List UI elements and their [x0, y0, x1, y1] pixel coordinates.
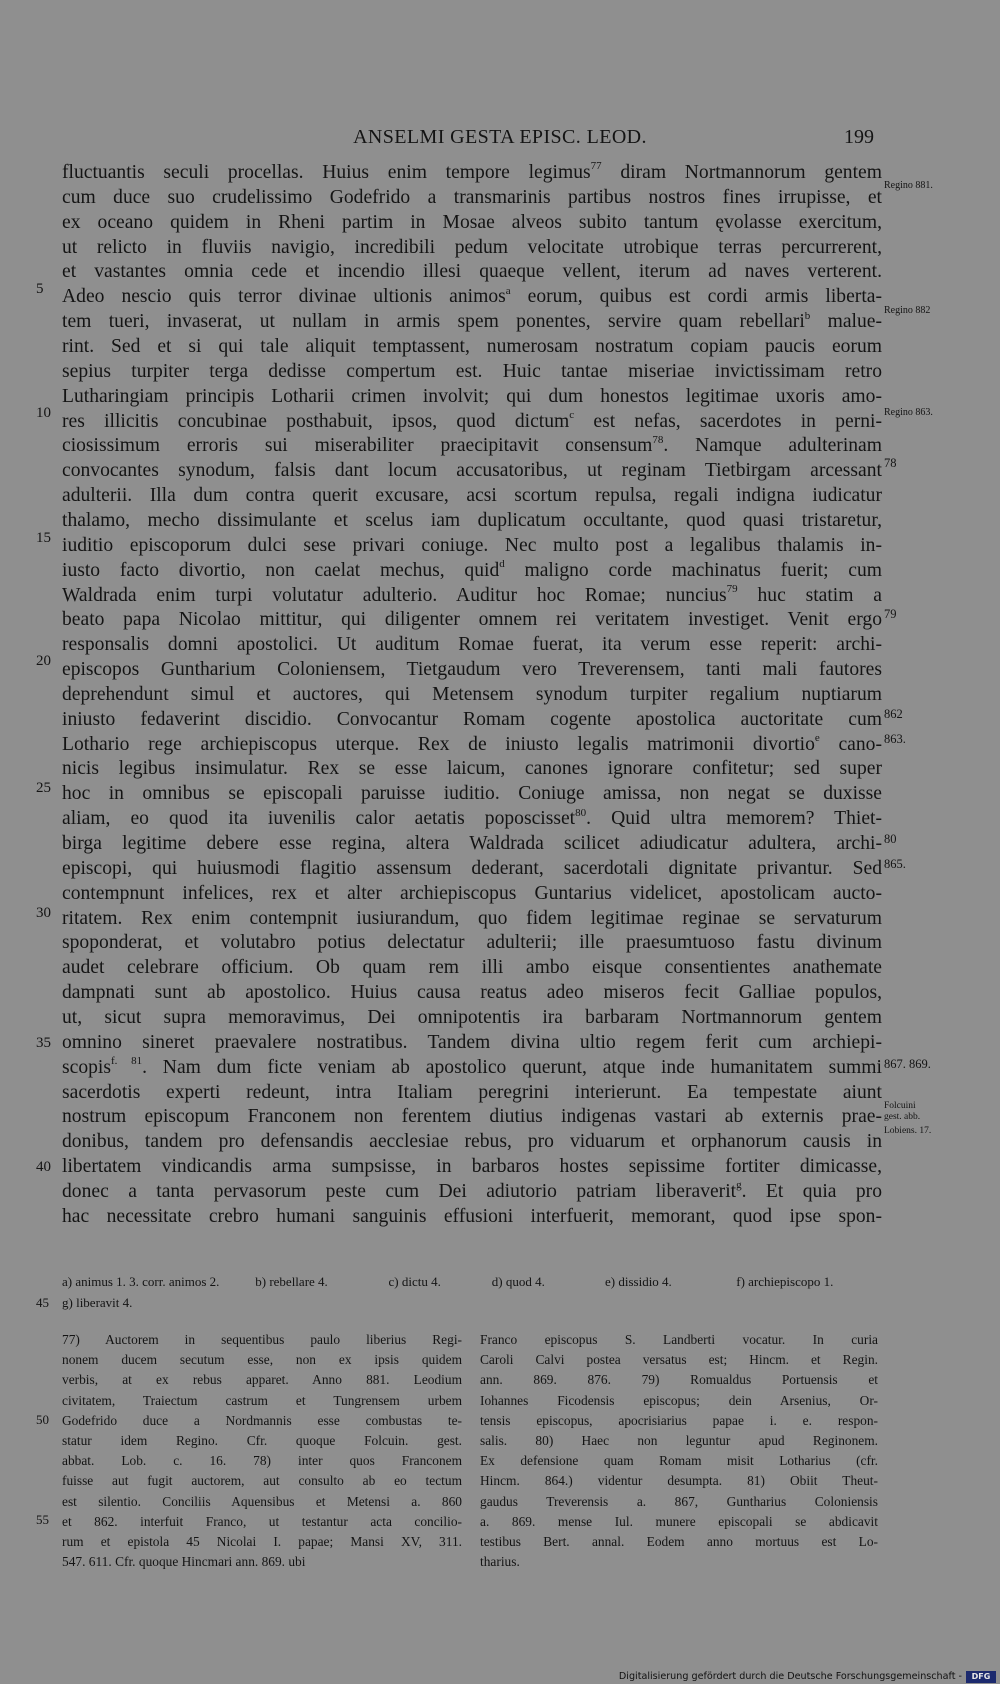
- text-line: sacerdotis experti redeunt, intra Italiam peregrini interierunt. Ea tempestate aiunt: [62, 1081, 882, 1103]
- text-line: thalamo, mecho dissimulante et scelus iam duplicatum occultante, quod quasi tristaretur,: [62, 509, 882, 531]
- text-line: iniusto fedaverint discidio. Convocantur Romam cogente apostolica auctoritate cum: [62, 708, 882, 730]
- text-line: ut relicto in fluviis navigio, incredibili pedum velocitate utrobique terras percurrerent,: [62, 236, 882, 258]
- apparatus-entry: e) dissidio 4.: [605, 1274, 672, 1289]
- footnote-line: testibus Bert. annal. Eodem anno mortuus est Lo-: [480, 1534, 878, 1549]
- footnote-line: civitatem, Traiectum castrum et Tungrensem urbem: [62, 1392, 462, 1408]
- footnote-line: Caroli Calvi postea versatus est; Hincm. et Regin.: [480, 1352, 878, 1368]
- text-line: nicis legibus insimulatur. Rex se esse laicum, canones ignorare confitetur; sed super: [62, 758, 882, 780]
- text-line: donibus, tandem pro defensandis aecclesiae rebus, pro viduarum et orphanorum causis in: [62, 1131, 882, 1153]
- running-header: [0, 126, 1000, 154]
- footnote-line: gaudus Treverensis a. 867, Guntharius Coloniensis: [480, 1493, 878, 1509]
- apparatus-entry: f) archiepiscopo 1.: [736, 1274, 834, 1289]
- footnote-line: statur idem Regino. Cfr. quoque Folcuin. gest.: [62, 1433, 462, 1448]
- footnote-line: Iohannes Ficodensis episcopus; dein Arsenius, Or-: [480, 1392, 878, 1408]
- line-number: 10: [36, 405, 51, 421]
- line-number: 55: [36, 1512, 49, 1527]
- footnote-line: est silentio. Conciliis Aquensibus et Metensi a. 860: [62, 1493, 462, 1509]
- apparatus-entry: a) animus 1. 3. corr. animos 2.: [62, 1274, 220, 1289]
- margin-note: Regino 881.: [884, 180, 933, 191]
- margin-note: Regino 882: [884, 305, 931, 316]
- footnote-line: Godefrido duce a Nordmannis esse combustas te-: [62, 1412, 462, 1428]
- running-title: ANSELMI GESTA EPISC. LEOD.: [353, 126, 647, 148]
- line-number: 20: [36, 653, 51, 669]
- text-line: Lothario rege archiepiscopus uterque. Rex de iniusto legalis matrimonii divortio$^e$ cano-: [62, 732, 882, 755]
- footnote-line: salis. 80) Haec non leguntur apud Reginonem.: [480, 1433, 878, 1448]
- text-line: birga legitime debere esse regina, altera Waldrada scilicet adiudicatur adultera, archi-: [62, 833, 882, 854]
- text-line: ex oceano quidem in Rheni partim in Mosae alveos subito tantum ęvolasse exercitum,: [62, 211, 882, 233]
- apparatus-entry: b) rebellare 4.: [255, 1274, 328, 1289]
- margin-note: 865.: [884, 857, 906, 871]
- text-line: adulterii. Illa dum contra querit excusare, acsi scortum repulsa, regali indigna iudicatur: [62, 485, 882, 507]
- text-line: iuditio episcoporum dulci sese privari coniuge. Nec multo post a legalibus thalamis in-: [62, 534, 882, 556]
- apparatus-entry: d) quod 4.: [491, 1274, 545, 1289]
- text-line: Waldrada enim turpi volutatur adulterio. Auditur hoc Romae; nuncius$^{79}$ huc statim a: [62, 582, 882, 606]
- line-number: 5: [36, 281, 44, 297]
- text-line: omnino sineret praevalere nostratibus. Tandem divina ultio regem ferit cum archiepi-: [62, 1031, 882, 1053]
- footnote-line: Ex defensione quam Romam misit Lotharius (cfr.: [480, 1453, 878, 1469]
- line-number: 25: [36, 780, 51, 796]
- text-line: audet celebrare officium. Ob quam rem illi ambo eisque consentientes anathemate: [62, 957, 882, 979]
- footnote-line: Franco episcopus S. Landberti vocatur. In curia: [480, 1332, 878, 1347]
- margin-note: 862: [884, 707, 903, 721]
- margin-note: gest. abb.: [884, 1112, 921, 1122]
- text-line: nostrum episcopum Franconem non ferentem diutius indigenas vastari ab externis prae-: [62, 1106, 882, 1128]
- footnote-line: ann. 869. 876. 79) Romualdus Portuensis et: [480, 1372, 878, 1388]
- text-line: ut, sicut supra memoravimus, Dei omnipotentis ira barbaram Nortmannorum gentem: [62, 1006, 882, 1028]
- text-line: Adeo nescio quis terror divinae ultionis animos$^a$ eorum, quibus est cordi armis liberta-: [62, 284, 882, 308]
- text-line: tem tueri, invaserat, ut nullam in armis spem ponentes, servire quam rebellari$^b$ malue-: [62, 309, 882, 333]
- footnote-line: tharius.: [480, 1554, 520, 1570]
- text-line: iusto facto divortio, non caelat mechus, quid$^d$ maligno corde machinatus fuerit; cum: [62, 558, 883, 581]
- text-line: libertatem vindicandis arma sumpsisse, in barbaros hostes sepissime fortiter dimicasse,: [62, 1156, 882, 1177]
- text-line: res illicitis concubinae posthabuit, ipsos, quod dictum$^c$ est nefas, sacerdotes in perni-: [62, 408, 882, 432]
- margin-note: 80: [884, 832, 897, 846]
- margin-note: Regino 863.: [884, 407, 933, 418]
- margin-note: 863.: [884, 732, 906, 746]
- line-number: 35: [36, 1035, 51, 1051]
- footnote-line: a. 869. mense Iul. munere episcopali se abdicavit: [480, 1513, 878, 1529]
- text-line: ritatem. Rex enim contempnit iusiurandum, quo fidem legitimae reginae se servaturum: [62, 907, 882, 929]
- footnote-line: nonem ducem secutum esse, non ex ipsis quidem: [62, 1352, 462, 1368]
- footnote-line: tensis episcopus, apocrisiarius papae i. e. respon-: [480, 1412, 878, 1428]
- margin-note: 867. 869.: [884, 1057, 931, 1071]
- dfg-logo: DFG: [966, 1671, 996, 1683]
- margin-note: 79: [884, 607, 897, 621]
- text-line: contempnunt infelices, rex et alter archiepiscopus Guntarius videlicet, apostolicam aucto-: [62, 882, 882, 904]
- footnote-line: et 862. interfuit Franco, ut testantur acta concilio-: [62, 1513, 462, 1529]
- line-number: 15: [36, 530, 51, 546]
- text-line: beato papa Nicolao mittitur, qui diligenter omnem rei veritatem investiget. Venit ergo: [62, 609, 882, 631]
- text-line: aliam, eo quod ita iuvenilis calor aetatis poposcisset$^{80}$. Quid ultra memorem? Thiet-: [62, 806, 882, 830]
- line-number: 30: [36, 905, 51, 921]
- text-line: sepius turpiter terga dedisse compertum est. Huic tantae miseriae invictissimam retro: [62, 360, 882, 382]
- margin-note: Lobiens. 17.: [884, 1126, 932, 1136]
- text-line: spoponderat, et volutabro potius delectatur adulterii; ille praesumtuoso fastu divinum: [62, 932, 882, 954]
- text-line: scopis$^{f. 81}$. Nam dum ficte veniam ab apostolico querunt, atque inde humanitatem summi: [62, 1055, 882, 1078]
- line-number: 40: [36, 1159, 51, 1175]
- footnote-line: 547. 611. Cfr. quoque Hincmari ann. 869. ubi: [62, 1554, 306, 1570]
- footnote-line: 77) Auctorem in sequentibus paulo liberius Regi-: [62, 1332, 462, 1347]
- text-line: episcopos Guntharium Coloniensem, Tietgaudum vero Treverensem, tanti mali fautores: [62, 659, 882, 680]
- funding-credit: Digitalisierung gefördert durch die Deutsche Forschungsgemeinschaft -: [618, 1671, 962, 1682]
- footnote-line: Hincm. 864.) videntur desumpta. 81) Obiit Theut-: [480, 1473, 878, 1489]
- text-line: hoc in omnibus se episcopali paruisse iuditio. Coniuge amissa, non negat se duxisse: [62, 783, 882, 805]
- line-number: 45: [36, 1295, 49, 1310]
- text-line: hac necessitate crebro humani sanguinis effusioni interfuerit, memorant, quod ipse spon-: [62, 1205, 882, 1227]
- text-line: cum duce suo crudelissimo Godefrido a transmarinis partibus nostros fines irrupisse, et: [62, 186, 882, 208]
- footnote-line: verbis, at ex rebus apparet. Anno 881. Leodium: [62, 1372, 462, 1388]
- footnote-line: fuisse aut fugit auctorem, aut consulto ab eo tectum: [62, 1473, 462, 1489]
- text-line: ciosissimum erroris sui miserabiliter praecipitavit consensum$^{78}$. Namque adulterinam: [62, 433, 882, 457]
- line-number: 50: [36, 1412, 49, 1427]
- text-line: episcopi, qui huiusmodi flagitio assensum dederant, sacerdotali dignitate privantur. Sed: [62, 857, 882, 879]
- footnote-line: abbat. Lob. c. 16. 78) inter quos Franconem: [62, 1453, 462, 1469]
- apparatus-line: [62, 1272, 884, 1292]
- text-line: dampnati sunt ab apostolico. Huius causa reatus adeo miseros fecit Galliae populos,: [62, 982, 882, 1004]
- text-line: fluctuantis seculi procellas. Huius enim tempore legimus$^{77}$ diram Nortmannorum gentem: [62, 160, 882, 183]
- text-line: rint. Sed et si qui tale aliquit temptassent, numerosam nostratum copiam paucis eorum: [62, 336, 882, 357]
- text-line: convocantes synodum, falsis dant locum accusatoribus, ut reginam Tietbirgam arcessant: [62, 460, 882, 482]
- margin-note: Folcuini: [884, 1101, 916, 1111]
- apparatus-entry: c) dictu 4.: [388, 1274, 441, 1289]
- text-line: Lutharingiam principis Lotharii crimen involvit; qui dum honestos legitimae uxoris amo-: [62, 385, 882, 407]
- text-line: donec a tanta pervasorum peste cum Dei adiutorio patriam liberaverit$^g$. Et quia pro: [62, 1179, 882, 1202]
- page-number: 199: [844, 126, 874, 148]
- text-line: responsalis domni apostolici. Ut auditum Romae fuerat, ita verum esse reperit: archi-: [62, 634, 882, 656]
- text-line: deprehendunt simul et auctores, qui Metensem synodum turpiter regalium nuptiarum: [62, 683, 882, 705]
- footnote-line: rum et epistola 45 Nicolai I. papae; Mansi XV, 311.: [62, 1534, 462, 1549]
- text-line: et vastantes omnia cede et incendio illesi quaeque vellent, iterum ad naves verterent.: [62, 261, 882, 283]
- apparatus-line: g) liberavit 4.: [62, 1295, 133, 1310]
- digitization-footer: [0, 1670, 1000, 1684]
- margin-note: 78: [884, 456, 897, 470]
